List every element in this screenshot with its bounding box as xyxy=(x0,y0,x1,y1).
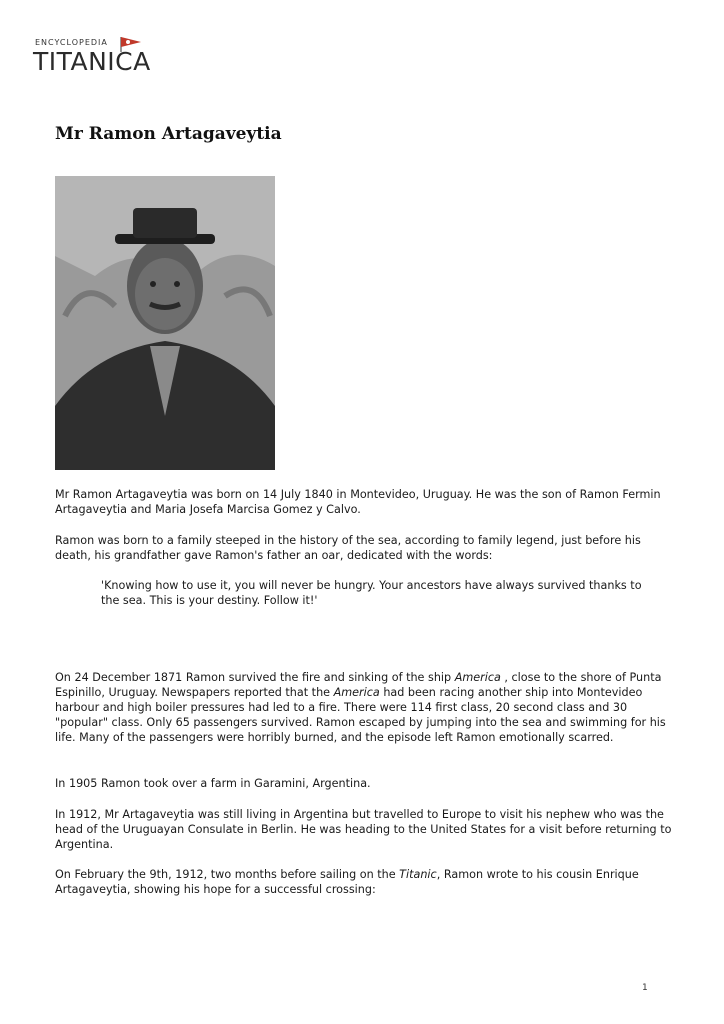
logo-title: TITANICA xyxy=(33,47,151,76)
page-title: Mr Ramon Artagaveytia xyxy=(55,124,282,144)
paragraph-letter xyxy=(55,867,675,897)
paragraph-text xyxy=(55,670,675,745)
text-segment: , close to the shore of Punta Espinillo, Uruguay. Newspapers reported that the xyxy=(55,671,662,699)
ship-name: America xyxy=(333,686,380,699)
portrait-photo xyxy=(55,176,275,470)
block-quote xyxy=(101,578,661,608)
text-segment: , Ramon wrote to his cousin Enrique Artagaveytia, showing his hope for a successful crossing: xyxy=(55,868,639,896)
portrait-illustration xyxy=(55,176,275,470)
paragraph-text: In 1905 Ramon took over a farm in Garamini, Argentina. xyxy=(55,777,371,790)
text-segment: On February the 9th, 1912, two months before sailing on the xyxy=(55,868,400,881)
text-segment: had been racing another ship into Montevideo harbour and high boiler pressures had led to a fire. There were 114 first class, 20 second class and 30 "popular" class. Only 65 passengers survived. Ramon escaped by jumping into the sea and swimming for his life. Many of the passengers were horribly burned, and the episode left Ramon emotionally scarred. xyxy=(55,686,666,744)
paragraph-text xyxy=(55,867,675,897)
paragraph-farm xyxy=(55,776,675,791)
page-number: 1 xyxy=(642,983,648,993)
ship-name: America xyxy=(454,671,501,684)
ship-name: Titanic xyxy=(399,868,437,881)
quote-text: 'Knowing how to use it, you will never be hungry. Your ancestors have always survived thanks to the sea. This is your destiny. Follow it!' xyxy=(101,579,642,607)
text-segment: On 24 December 1871 Ramon survived the fire and sinking of the ship xyxy=(55,671,455,684)
encyclopedia-titanica-logo[interactable] xyxy=(33,34,158,78)
paragraph-america xyxy=(55,670,675,745)
paragraph-text: Ramon was born to a family steeped in the history of the sea, according to family legend, just before his death, his grandfather gave Ramon's father an oar, dedicated with the words: xyxy=(55,534,641,562)
paragraph-text: In 1912, Mr Artagaveytia was still living in Argentina but travelled to Europe to visit his nephew who was the head of the Uruguayan Consulate in Berlin. He was heading to the United States for a visit before returning to Argentina. xyxy=(55,808,672,851)
logo-subtitle: ENCYCLOPEDIA xyxy=(35,38,108,47)
paragraph-family xyxy=(55,533,675,563)
paragraph-1912 xyxy=(55,807,675,852)
paragraph-text: Mr Ramon Artagaveytia was born on 14 July 1840 in Montevideo, Uruguay. He was the son of Ramon Fermin Artagaveytia and Maria Josefa Marcisa Gomez y Calvo. xyxy=(55,488,661,516)
paragraph-birth xyxy=(55,487,675,517)
